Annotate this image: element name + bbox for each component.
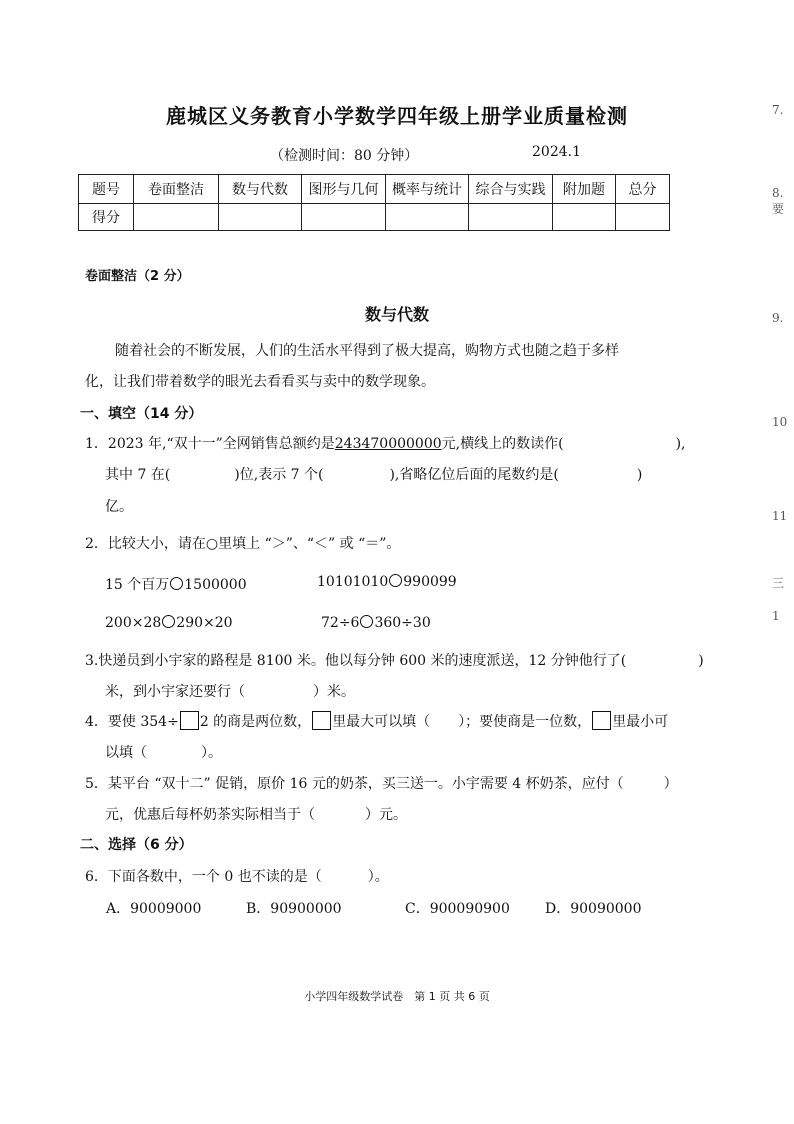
q4-text: 里最大可以填（ — [332, 714, 431, 730]
side-mark: 7. — [772, 103, 784, 117]
compare-circle[interactable] — [389, 574, 402, 587]
digit-box[interactable] — [592, 711, 611, 730]
question-3-line-2 — [105, 681, 355, 701]
question-number: 2． — [85, 536, 108, 552]
score-row-label: 得分 — [79, 204, 134, 231]
q5-text: 元，优惠后每杯奶茶实际相当于（ — [105, 807, 315, 823]
question-5-line-2 — [105, 804, 407, 824]
score-header-cell: 图形与几何 — [302, 175, 386, 204]
score-header-cell: 综合与实践 — [469, 175, 553, 204]
q4-text: 里最小可 — [612, 714, 669, 730]
side-mark: 11 — [772, 509, 788, 523]
score-cell[interactable] — [469, 204, 553, 231]
compare-right: 290×20 — [176, 615, 233, 631]
question-number: 1． — [85, 436, 108, 452]
neatness-heading: 卷面整洁（2 分） — [85, 269, 190, 284]
option-b[interactable]: B．90900000 — [246, 901, 342, 917]
compare-circle[interactable] — [170, 577, 183, 590]
q1-end: ), — [675, 436, 686, 452]
option-c[interactable]: C．900090900 — [405, 901, 510, 917]
compare-right: 990099 — [403, 574, 457, 590]
score-header-cell: 总分 — [616, 175, 670, 204]
score-header-cell: 卷面整洁 — [134, 175, 219, 204]
intro-line-2: 化，让我们带着数学的眼光去看看买与卖中的数学现象。 — [85, 374, 435, 390]
question-1-line-3: 亿。 — [105, 499, 133, 515]
section-title: 数与代数 — [364, 305, 429, 324]
digit-box[interactable] — [312, 711, 331, 730]
question-4-line-2 — [105, 742, 222, 762]
score-table-score-row — [79, 204, 670, 231]
q5-end: ） — [663, 776, 678, 792]
part1-heading: 一、填空（14 分） — [80, 406, 203, 422]
side-mark: 8. 要 — [772, 186, 785, 216]
question-number: 3. — [85, 653, 99, 669]
score-table-header-row — [79, 175, 670, 204]
score-cell[interactable] — [386, 204, 469, 231]
q1-text: ),省略亿位后面的尾数约是( — [389, 467, 559, 483]
q4-text: 以填（ — [105, 745, 147, 761]
score-cell[interactable] — [219, 204, 302, 231]
q1-number: 243470000000 — [334, 436, 442, 452]
question-number: 4． — [85, 714, 108, 730]
question-number: 6． — [85, 869, 108, 885]
q1-text: ) — [636, 467, 643, 483]
q6-text: 下面各数中，一个 0 也不读的是（ — [107, 869, 322, 885]
score-header-cell: 概率与统计 — [386, 175, 469, 204]
q6-end: ）。 — [367, 869, 389, 885]
side-mark: 三 — [772, 576, 785, 590]
q5-text: 某平台 “双十二” 促销，原价 16 元的奶茶，买三送一。小宇需要 4 杯奶茶，应付（ — [107, 776, 624, 792]
side-mark: 10 — [772, 415, 788, 429]
compare-left: 200×28 — [105, 615, 162, 631]
question-number: 5． — [85, 776, 108, 792]
score-header-cell: 题号 — [79, 175, 134, 204]
question-4-line-1 — [85, 711, 668, 731]
q2-compare-1 — [105, 574, 247, 594]
q2-compare-4 — [321, 615, 431, 631]
side-mark: 9. — [772, 311, 784, 325]
question-2-prompt — [85, 533, 400, 553]
q1-text-a: 2023 年,“双十一”全网销售总额约是 — [107, 436, 335, 452]
q3-text: 快递员到小宇家的路程是 8100 米。他以每分钟 600 米的速度派送，12 分钟他行了( — [98, 653, 627, 669]
q1-text: )位,表示 7 个( — [234, 467, 324, 483]
q1-text: 其中 7 在( — [105, 467, 171, 483]
part2-heading: 二、选择（6 分） — [80, 837, 193, 853]
score-header-cell: 数与代数 — [219, 175, 302, 204]
exam-duration: （检测时间：80 分钟） — [270, 148, 419, 164]
q4-text: ）。 — [201, 745, 222, 761]
q3-text: ）米。 — [313, 684, 355, 700]
q5-text: ）元。 — [365, 807, 407, 823]
exam-title: 鹿城区义务教育小学数学四年级上册学业质量检测 — [166, 104, 628, 128]
q2-text: 比较大小，请在○里填上 “＞”、“＜” 或 “＝”。 — [107, 536, 401, 552]
option-d[interactable]: D．90090000 — [545, 901, 642, 917]
q3-end: ) — [698, 653, 704, 669]
q2-compare-3 — [105, 615, 233, 631]
question-5-line-1 — [85, 773, 678, 793]
compare-right: 1500000 — [184, 577, 247, 593]
q4-text: 2 的商是两位数， — [199, 714, 312, 730]
q4-text: ）；要使商是一位数， — [458, 714, 592, 730]
question-1-line-2 — [105, 464, 642, 484]
compare-right: 360÷30 — [374, 615, 431, 631]
q3-text: 米，到小宇家还要行（ — [105, 684, 245, 700]
score-header-cell: 附加题 — [553, 175, 616, 204]
compare-left: 72÷6 — [321, 615, 360, 631]
compare-left: 15 个百万 — [105, 577, 170, 593]
question-6-prompt — [85, 866, 389, 886]
question-3-line-1 — [85, 650, 704, 670]
side-mark: 1 — [772, 609, 780, 623]
digit-box[interactable] — [180, 711, 199, 730]
compare-circle[interactable] — [360, 615, 373, 628]
score-cell[interactable] — [553, 204, 616, 231]
option-a[interactable]: A．90009000 — [106, 901, 202, 917]
score-cell[interactable] — [302, 204, 386, 231]
intro-line-1: 随着社会的不断发展，人们的生活水平得到了极大提高，购物方式也随之趋于多样 — [115, 343, 619, 359]
q2-compare-2 — [317, 574, 457, 590]
score-cell[interactable] — [134, 204, 219, 231]
score-table — [78, 174, 670, 231]
q4-text: 要使 354÷ — [107, 714, 179, 730]
q1-text-b: 元,横线上的数读作( — [441, 436, 564, 452]
score-cell[interactable] — [616, 204, 670, 231]
compare-left: 10101010 — [317, 574, 389, 590]
exam-date: 2024.1 — [532, 144, 581, 160]
compare-circle[interactable] — [162, 615, 175, 628]
page-footer: 小学四年级数学试卷 第 1 页 共 6 页 — [304, 990, 490, 1003]
question-1-line-1 — [85, 433, 686, 453]
